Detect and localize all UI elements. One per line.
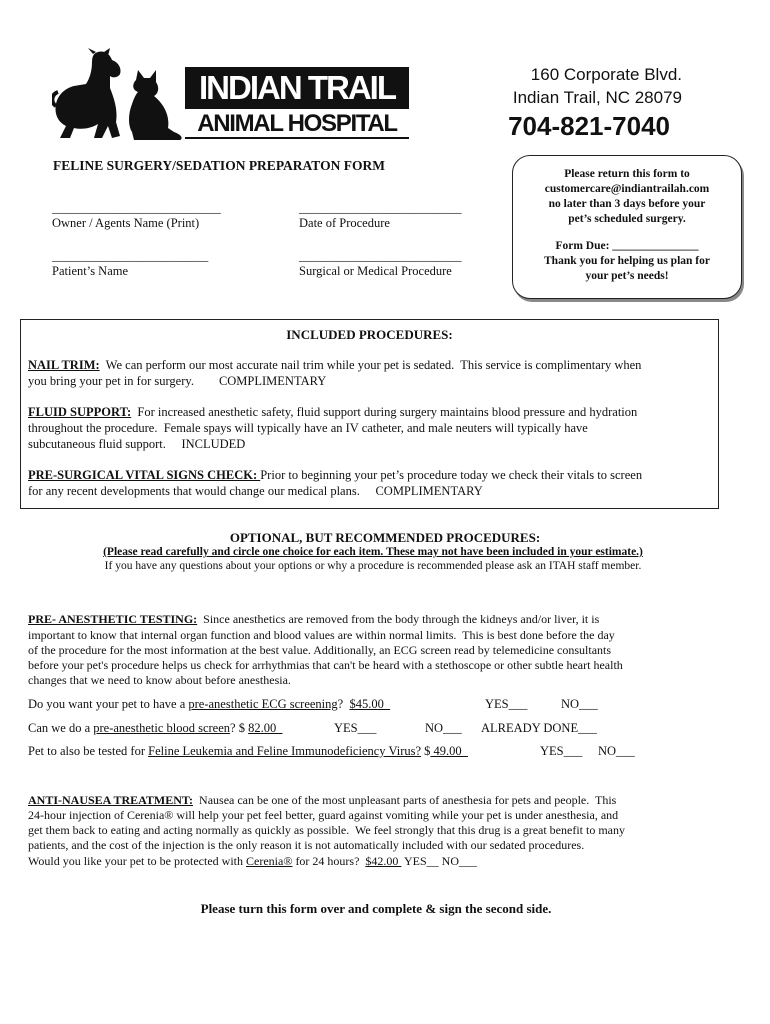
- anti-nausea-text-2: 24-hour injection of Cerenia® will help your pet feel better, guard against vomiting while your pet is under anesthesia, and: [28, 808, 619, 822]
- logo-wordmark: [185, 67, 409, 137]
- anti-nausea-text-3: get them back to eating and acting normally as quickly as possible. We feel strongly that this drug is a great benefit to many: [28, 823, 625, 837]
- fluid-support-text-1: For increased anesthetic safety, fluid support during surgery maintains blood pressure and hydration: [131, 405, 638, 419]
- blood-screen-price: 82.00: [248, 721, 283, 735]
- pre-anesthetic-text-1: Since anesthetics are removed from the body through the kidneys and/or liver, it is: [197, 612, 600, 626]
- cerenia-link: Cerenia®: [246, 854, 293, 868]
- fluid-support-title: FLUID SUPPORT:: [28, 405, 132, 419]
- cerenia-question-mid: for 24 hours?: [292, 854, 366, 868]
- anti-nausea-text-1: Nausea can be one of the most unpleasant parts of anesthesia for pets and people. This: [193, 793, 617, 807]
- return-line-4: pet’s scheduled surgery.: [568, 213, 686, 225]
- fluid-support-text-3: subcutaneous fluid support. INCLUDED: [28, 437, 246, 451]
- cerenia-no-choice[interactable]: NO___: [438, 854, 477, 868]
- vital-signs-text-1: Prior to beginning your pet’s procedure today we check their vitals to screen: [260, 468, 643, 482]
- nail-trim-text-1: We can perform our most accurate nail trim while your pet is sedated. This service is complimentary when: [99, 358, 642, 372]
- hospital-logo: [52, 48, 412, 144]
- felv-no-choice[interactable]: NO___: [598, 744, 635, 758]
- pre-anesthetic-text-4: before your pet's procedure helps us check for arrhythmias that can't be heard with a stethoscope or other subtle heart health: [28, 658, 623, 672]
- included-procedures-box: [20, 319, 719, 509]
- ecg-no-choice[interactable]: NO___: [561, 697, 598, 711]
- blood-already-done-choice[interactable]: ALREADY DONE___: [481, 721, 597, 735]
- nail-trim-text-2: you bring your pet in for surgery. COMPLIMENTARY: [28, 374, 327, 388]
- anti-nausea-line-1: [28, 792, 616, 808]
- blood-question-text: Can we do a: [28, 721, 94, 735]
- blood-no-choice[interactable]: NO___: [425, 721, 462, 735]
- ecg-question: [28, 696, 390, 712]
- anti-nausea-title: ANTI-NAUSEA TREATMENT:: [28, 793, 194, 807]
- patient-name-field[interactable]: _________________________: [52, 249, 209, 263]
- vital-signs-title: PRE-SURGICAL VITAL SIGNS CHECK:: [28, 468, 261, 482]
- included-heading: INCLUDED PROCEDURES:: [286, 327, 453, 342]
- optional-heading: OPTIONAL, BUT RECOMMENDED PROCEDURES:: [229, 530, 541, 545]
- cerenia-price: $42.00: [365, 854, 402, 868]
- felv-question-mark: $: [421, 744, 431, 758]
- nail-trim-title: NAIL TRIM:: [28, 358, 100, 372]
- fluid-support-text-2: throughout the procedure. Female spays will typically have an IV catheter, and male neuters will typically have: [28, 421, 588, 435]
- return-instructions-box: [512, 155, 742, 299]
- pre-anesthetic-line-1: [28, 611, 599, 627]
- return-line-3: no later than 3 days before your: [548, 198, 706, 210]
- logo-line-2: ANIMAL HOSPITAL: [185, 111, 409, 139]
- felv-fiv-question: [28, 743, 468, 759]
- optional-note: If you have any questions about your options or why a procedure is recommended please ask an ITAH staff member.: [104, 560, 642, 572]
- blood-screen-link: pre-anesthetic blood screen: [93, 721, 231, 735]
- owner-name-field[interactable]: ___________________________: [52, 201, 221, 215]
- form-title: FELINE SURGERY/SEDATION PREPARATON FORM: [53, 158, 385, 173]
- footer-instruction: Please turn this form over and complete & sign the second side.: [200, 901, 552, 916]
- blood-screen-question: [28, 720, 282, 736]
- procedure-date-field[interactable]: __________________________: [299, 201, 462, 215]
- cerenia-yes-choice[interactable]: YES__: [401, 854, 439, 868]
- pre-anesthetic-text-2: important to know that internal organ function and blood values are within normal limits. This is best done before the day: [28, 628, 615, 642]
- felv-fiv-link: Feline Leukemia and Feline Immunodeficiency Virus?: [148, 744, 422, 758]
- blood-question-mark: ? $: [230, 721, 249, 735]
- fluid-support-line-1: [28, 404, 637, 420]
- address-street: 160 Corporate Blvd.: [530, 65, 682, 84]
- patient-name-label: Patient’s Name: [52, 264, 129, 278]
- vital-signs-line-1: [28, 467, 642, 483]
- felv-yes-choice[interactable]: YES___: [540, 744, 583, 758]
- dog-and-cat-silhouette-icon: [52, 48, 187, 144]
- nail-trim-line-1: [28, 357, 641, 373]
- ecg-question-text: Do you want your pet to have a: [28, 697, 189, 711]
- optional-subheading: (Please read carefully and circle one choice for each item. These may not have been included in your estimate.): [103, 546, 643, 558]
- blood-yes-choice[interactable]: YES___: [334, 721, 377, 735]
- address-city: Indian Trail, NC 28079: [512, 88, 682, 107]
- return-line-6: Thank you for helping us plan for: [544, 255, 710, 267]
- ecg-screening-link: pre-anesthetic ECG screening: [188, 697, 338, 711]
- felv-fiv-price: 49.00: [430, 744, 468, 758]
- procedure-type-label: Surgical or Medical Procedure: [299, 264, 452, 278]
- form-due-field[interactable]: Form Due: _______________: [555, 240, 699, 252]
- anti-nausea-text-4: patients, and the cost of the injection is the only reason it is not automatically included with our sedated procedures.: [28, 838, 585, 852]
- pre-anesthetic-title: PRE- ANESTHETIC TESTING:: [28, 612, 198, 626]
- ecg-question-mark: ?: [337, 697, 350, 711]
- pre-anesthetic-text-5: changes that we need to know about before anesthesia.: [28, 673, 291, 687]
- logo-line-1: INDIAN TRAIL: [185, 67, 409, 109]
- cerenia-question-text: Would you like your pet to be protected with: [28, 854, 246, 868]
- owner-name-label: Owner / Agents Name (Print): [52, 216, 200, 230]
- pre-anesthetic-text-3: of the procedure for the most information at the best value. Additionally, an ECG screen read by telemedicine consultants: [28, 643, 612, 657]
- return-line-1: Please return this form to: [564, 168, 690, 180]
- return-line-7: your pet’s needs!: [585, 270, 669, 282]
- phone-number: 704-821-7040: [508, 111, 670, 141]
- vital-signs-text-2: for any recent developments that would change our medical plans. COMPLIMENTARY: [28, 484, 483, 498]
- procedure-type-field[interactable]: __________________________: [299, 249, 462, 263]
- ecg-yes-choice[interactable]: YES___: [485, 697, 528, 711]
- ecg-price: $45.00: [349, 697, 391, 711]
- procedure-date-label: Date of Procedure: [299, 216, 390, 230]
- felv-question-text: Pet to also be tested for: [28, 744, 149, 758]
- cerenia-question: [28, 853, 477, 869]
- return-email: customercare@indiantrailah.com: [544, 183, 710, 195]
